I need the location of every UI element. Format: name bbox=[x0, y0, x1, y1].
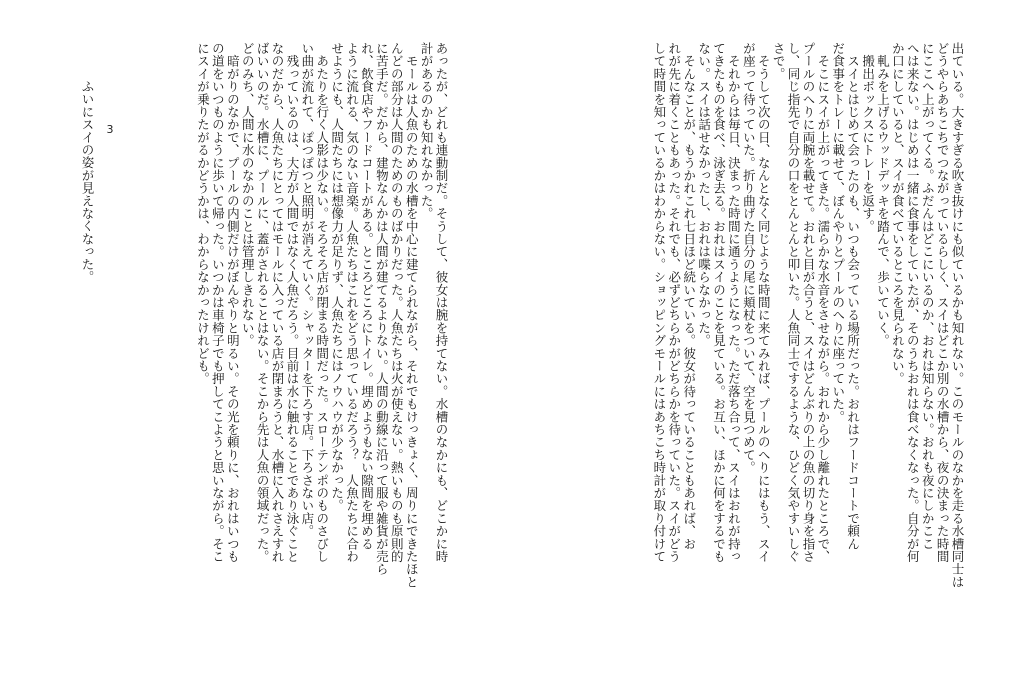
text-line: あたりを行く人影は少ない。そろそろ店が閉まる時間だった。スローテンポのものさびし bbox=[314, 42, 330, 563]
text-line: い曲が流れて、ぽつぽつと照明が消えていく。シャッターを下ろす店。下ろさない店。 bbox=[299, 42, 315, 538]
text-line: ない。スイは話せなかったし、おれは喋らなかった。 bbox=[696, 42, 712, 347]
text-line: 軋みを上げるウッドデッキを踏んで、歩いていく。 bbox=[875, 42, 891, 347]
text-line: てきたものを食べ、泳ぎ去る。おれはスイのことを見ている。お互い、ほかに何をするでも bbox=[711, 42, 727, 563]
text-line: んどの部分は人間のためのものばかりだった。人魚たちは火が使えない。熱いものも原則的 bbox=[389, 42, 405, 563]
text-line: せようにも、人間たちには想像力が足りず、人魚たちにはノウハウが少なかった。 bbox=[329, 42, 345, 512]
text-line: が座って待っていた。折り曲げた自分の尾に頬杖をついて、空を見つめて。 bbox=[741, 42, 757, 474]
text-line: して時間を知っているかはわからない。ショッピングモールにはあちこち時計が取り付けて bbox=[651, 42, 667, 563]
text-line: どうやらあちこちでつながっているらしく、スイはどこか別の水槽から、夜の決まった時間 bbox=[935, 42, 951, 563]
text-line: 搬出ボックスにトレーを返す。 bbox=[860, 42, 876, 233]
text-line: ばいいのだ。水槽に、プールに、蓋がされることはない。そこから先は人魚の領域だった。 bbox=[255, 42, 271, 563]
text-line: ふいにスイの姿が見えなくなった。 bbox=[80, 80, 95, 284]
text-line: そうして次の日、なんとなく同じような時間に来てみれば、プールのへりにはもう、スイ bbox=[756, 42, 772, 563]
text-line: さで。 bbox=[771, 42, 787, 81]
text-line: 計があるのかも知れなかった。 bbox=[419, 42, 435, 220]
text-line: し、同じ指先で自分の口をとんとんと叩いた。人魚同士でするような、ひどく気やすいしぐ bbox=[786, 42, 802, 563]
text-line: あったが、どれも連動制だ。そうして、彼女は腕を持てない。水槽のなかにも、どこかに時 bbox=[434, 42, 449, 563]
text-line: なのだから、人魚たちにとってはモールに入っている店が閉まろうと、水槽に入れさえすれ bbox=[270, 42, 286, 563]
text-line: だ食事をトレーに載せて、ぼんやりとプールのへりに座っていた。 bbox=[830, 42, 846, 423]
text-line: にここへ上がってくる。ふだんはどこにいるのか、おれは知らない。おれも夜にしかここ bbox=[920, 42, 936, 550]
text-line: 出ている。大きすぎる吹き抜けにも似ているかも知れない。このモールのなかを走る水槽同士は bbox=[950, 42, 965, 589]
text-line: に苦手だ。だから、建物なんかは人間が建てるよりない。人間の動線に沿って服や雑貨が売ら bbox=[374, 42, 390, 576]
text-line: プールのへりに両腕を載せて。おれと目が合うと、スイはどんぶりの上の魚の切り身を指さ bbox=[800, 42, 816, 563]
text-line: 残っているのは、大方が人間ではなく人魚だろう。目前は水に触れることであり泳ぐこと bbox=[284, 42, 300, 563]
text-line: 暗がりのなかで、プールの内側だけがぼんやりと明るい。その光を頼りに、おれはいつも bbox=[225, 42, 241, 563]
text-line: の道をいつものように歩いて帰った。いつかは車椅子でも押してこようと思いながら。そこ bbox=[210, 42, 226, 563]
text-line: そんなことが、もうかれこれ七日ほど続いている。彼女が待っていることもあれば、お bbox=[681, 42, 697, 550]
text-line: へは来ない。はじめは一緒に食事をしていたが、そのうちおれは食べなくなった。自分が何 bbox=[905, 42, 921, 563]
text-column-left bbox=[195, 42, 449, 589]
text-line: どのみち、人間に水のなかのことは管理しきれない。 bbox=[240, 42, 256, 347]
text-column-right bbox=[651, 42, 965, 589]
text-line: それからは毎日、決まった時間に通うようになった。ただ落ち合って、スイはおれが持っ bbox=[726, 42, 742, 563]
text-line: ように流れる、気のない音楽。人魚たちはこれをどう思っているだろう？ 人魚たちに合わ bbox=[344, 42, 360, 563]
text-line: そこにスイが上がってきた。濡らかな水音をさせながら。おれから少し離れたところで、 bbox=[815, 42, 831, 563]
page-number: 3 bbox=[106, 123, 114, 136]
text-line: スイとはじめて会ったのも、いつも会っている場所だった。おれはフードコートで頼ん bbox=[845, 42, 861, 550]
text-line: か口にしていると、スイが食べているところを見られない。 bbox=[890, 42, 906, 385]
text-line: にスイが乗りたがるかどうかは、わからなかったけれども。 bbox=[195, 42, 211, 385]
text-line: モールは人魚のための水槽を中心に建てられながら、それでもけっきょく、周りにできたほと bbox=[404, 42, 420, 589]
text-column-tail bbox=[79, 80, 94, 580]
text-line: れが先に着くこともあった。それでも、必ずどちらかがどちらかを待っていた。スイがどう bbox=[666, 42, 682, 563]
text-line: れ、飲食店やフードコートがある。ところどころにトイレ。埋めようもない隙間を埋める bbox=[359, 42, 375, 550]
